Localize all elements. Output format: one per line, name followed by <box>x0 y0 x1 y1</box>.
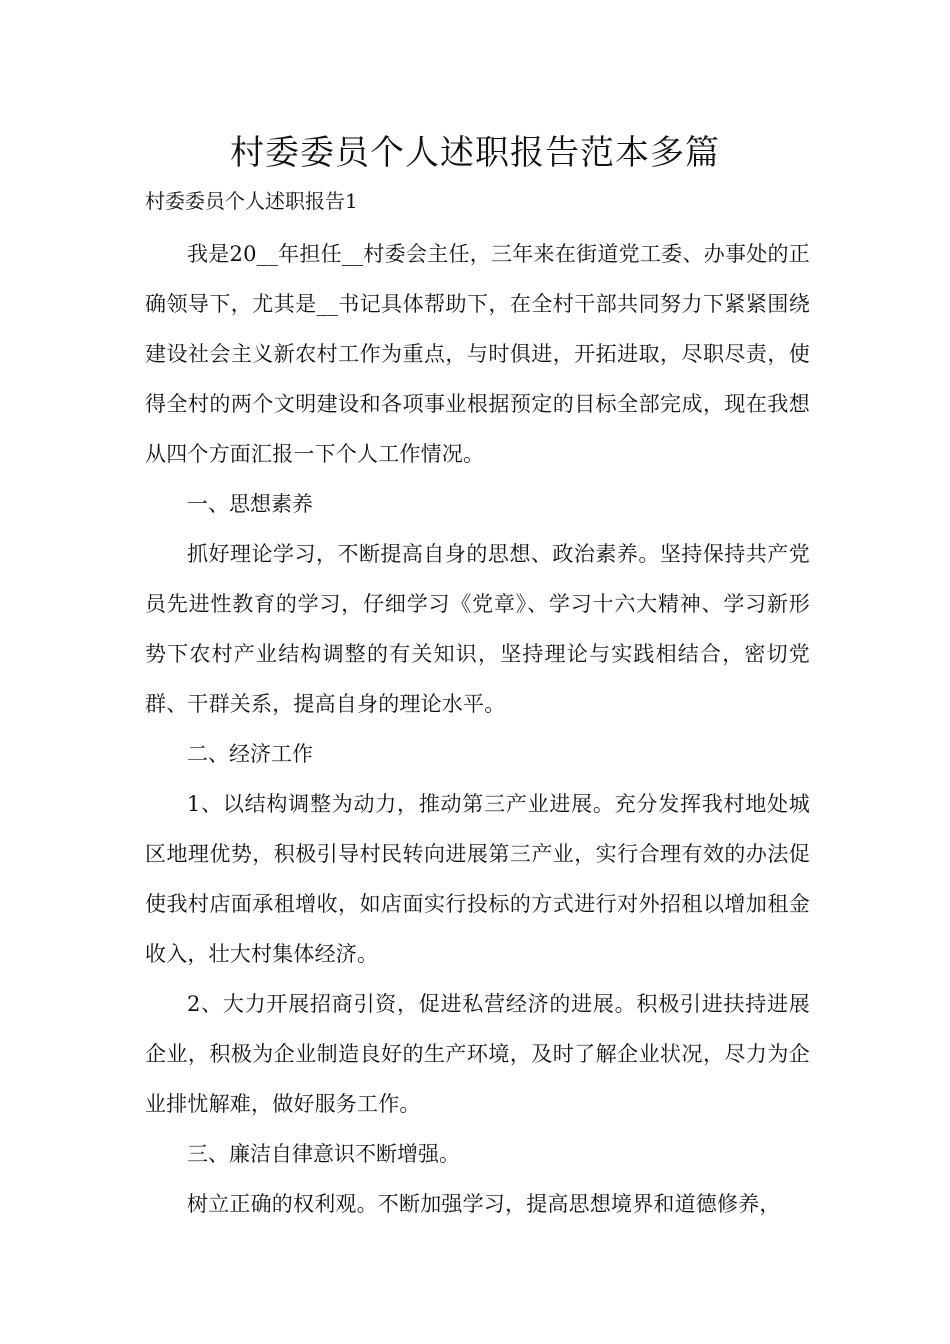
paragraph-economy-2: 2、大力开展招商引资，促进私营经济的进展。积极引进扶持进展企业，积极为企业制造良好的生产环境，及时了解企业状况，尽力为企业排忧解难，做好服务工作。 <box>145 992 810 1116</box>
section-heading-economy: 二、经济工作 <box>187 742 313 766</box>
document-title: 村委委员个人述职报告范本多篇 <box>230 133 720 173</box>
section-heading-integrity: 三、廉洁自律意识不断增强。 <box>187 1142 460 1166</box>
section-heading-ideology: 一、思想素养 <box>187 492 313 516</box>
document-body <box>145 229 810 1229</box>
document-subtitle: 村委委员个人述职报告1 <box>145 189 358 213</box>
paragraph-intro: 我是20__年担任__村委会主任，三年来在街道党工委、办事处的正确领导下，尤其是__书记具体帮助下，在全村干部共同努力下紧紧围绕建设社会主义新农村工作为重点，与时俱进，开拓进取，尽职尽责，使得全村的两个文明建设和各项事业根据预定的目标全部完成，现在我想从四个方面汇报一下个人工作情况。 <box>145 242 810 466</box>
paragraph-ideology: 抓好理论学习，不断提高自身的思想、政治素养。坚持保持共产党员先进性教育的学习，仔细学习《党章》、学习十六大精神、学习新形势下农村产业结构调整的有关知识，坚持理论与实践相结合，密切党群、干群关系，提高自身的理论水平。 <box>145 542 810 716</box>
paragraph-integrity: 树立正确的权利观。不断加强学习，提高思想境界和道德修养， <box>187 1192 781 1216</box>
paragraph-economy-1: 1、以结构调整为动力，推动第三产业进展。充分发挥我村地处城区地理优势，积极引导村民转向进展第三产业，实行合理有效的办法促使我村店面承租增收，如店面实行投标的方式进行对外招租以增加租金收入，壮大村集体经济。 <box>145 792 810 966</box>
